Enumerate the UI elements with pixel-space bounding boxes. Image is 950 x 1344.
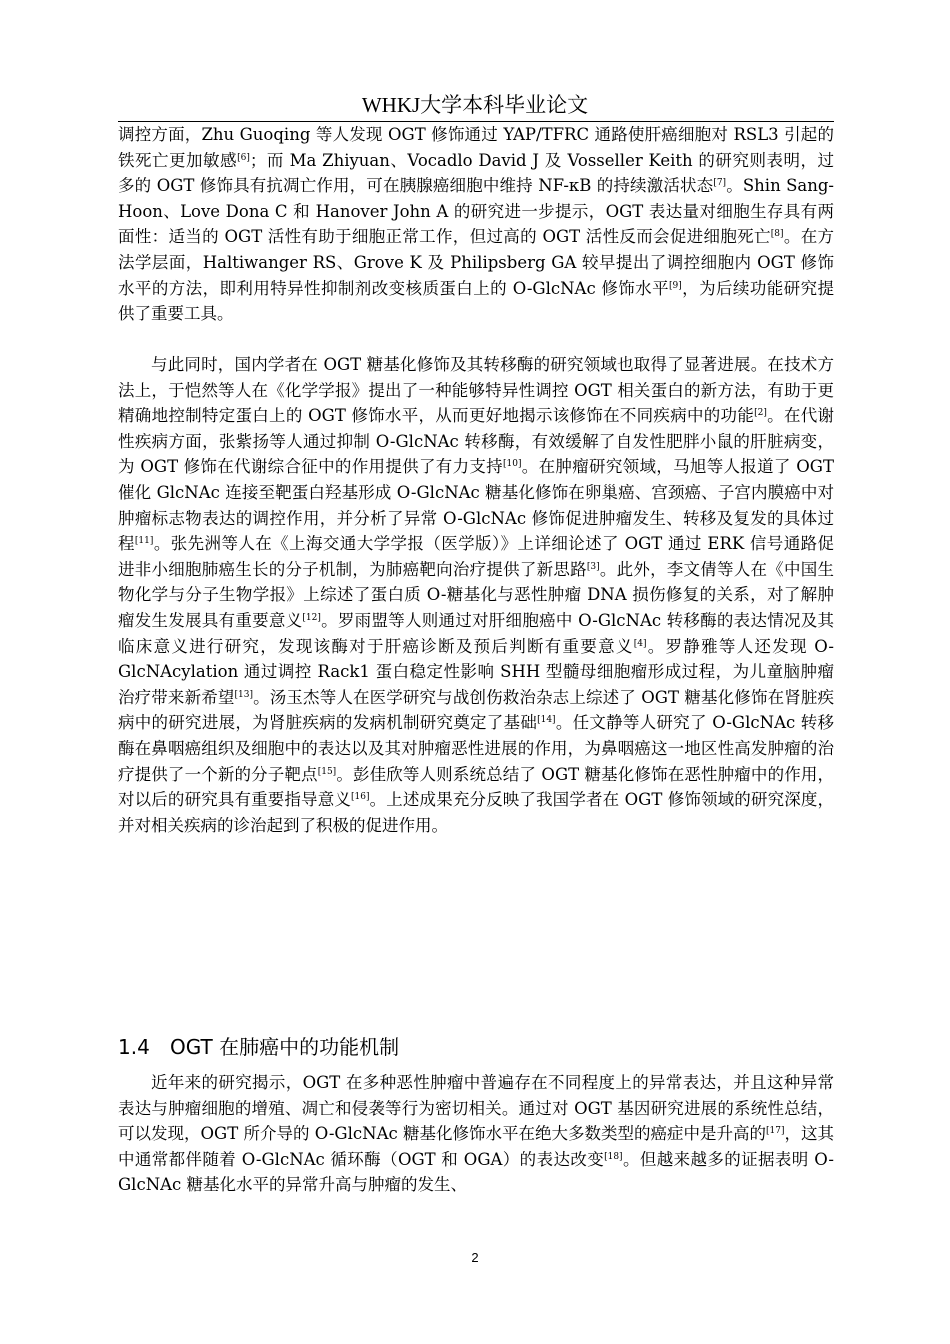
paragraph-text: 。在方法学层面，Haltiwanger RS、Grove K 及 Philipsberg GA 较早提出了调控细胞内 OGT 修饰水平的方法，即利用特异性抑制剂改变核质蛋白上的 O-GlcNAc 修饰水平 (118, 227, 835, 298)
citation-ref: [17] (766, 1126, 785, 1137)
page-header: WHKJ大学本科毕业论文 (361, 93, 589, 117)
section-heading (118, 1033, 399, 1061)
citation-ref: [6] (237, 152, 250, 163)
citation-ref: [7] (713, 178, 727, 189)
paragraph-text: 调控方面，Zhu Guoqing 等人发现 OGT 修饰通过 YAP/TFRC 通路使肝癌细胞对 RSL3 引起的铁死亡更加敏感 (118, 125, 834, 170)
page-number: 2 (471, 1250, 479, 1265)
paragraph-text: ；而 Ma Zhiyuan、Vocadlo David J 及 Vosseller Keith 的研究则表明，过多的 OGT 修饰具有抗凋亡作用，可在胰腺癌细胞中维持 NF-κB 的持续激活状态 (118, 150, 834, 196)
paragraph-text: 与此同时，国内学者在 OGT 糖基化修饰及其转移酶的研究领域也取得了显著进展。在技术方法上，于恺然等人在《化学学报》提出了一种能够特异性调控 OGT 相关蛋白的新方法，有助于更精确地控制特定蛋白上的 OGT 修饰水平，从而更好地揭示该修饰在不同疾病中的功能 (118, 355, 834, 426)
citation-ref: [8] (770, 229, 784, 240)
paragraph-text: 。彭佳欣等人则系统总结了 OGT 糖基化修饰在恶性肿瘤中的作用，对以后的研究具有重要指导意义 (118, 764, 835, 810)
paragraph-text: 。罗静雅等人还发现 O-GlcNAcylation 通过调控 Rack1 蛋白稳定性影响 SHH 型髓母细胞瘤形成过程，为儿童脑肿瘤治疗带来新希望 (118, 636, 835, 707)
paragraph-text: ，为后续功能研究提供了重要工具。 (118, 278, 834, 324)
body-paragraph-3 (118, 1070, 834, 1198)
citation-ref: [14] (537, 715, 556, 726)
paragraph-text: ，这其中通常都伴随着 O-GlcNAc 循环酶（OGT 和 OGA）的表达改变 (118, 1124, 835, 1169)
citation-ref: [15] (317, 766, 337, 777)
section-number: 1.4 (118, 1035, 150, 1059)
body-paragraph-2 (118, 352, 834, 838)
paragraph-text: 。汤玉杰等人在医学研究与战创伤救治杂志上综述了 OGT 糖基化修饰在肾脏疾病中的研究进展，为肾脏疾病的发病机制研究奠定了基础 (118, 687, 835, 733)
paragraph-text: 近年来的研究揭示，OGT 在多种恶性肿瘤中普遍存在不同程度上的异常表达，并且这种异常表达与肿瘤细胞的增殖、凋亡和侵袭等行为密切相关。通过对 OGT 基因研究进展的系统性总结，可以发现，OGT 所介导的 O-GlcNAc 糖基化修饰水平在绝大多数类型的癌症中是升高的 (118, 1073, 834, 1144)
citation-ref: [12] (302, 612, 321, 623)
paragraph-text: 。在代谢性疾病方面，张紫扬等人通过抑制 O-GlcNAc 转移酶，有效缓解了自发性肥胖小鼠的肝脏病变，为 OGT 修饰在代谢综合征中的作用提供了有力支持 (118, 406, 835, 477)
citation-ref: [11] (134, 536, 154, 547)
paragraph-text: 。在肿瘤研究领域，马旭等人报道了 OGT 催化 GlcNAc 连接至靶蛋白羟基形成 O-GlcNAc 糖基化修饰在卵巢癌、宫颈癌、子宫内膜癌中对肿瘤标志物表达的调控作用，并分析了异常 O-GlcNAc 修饰促进肿瘤发生、转移及复发的具体过程 (118, 457, 834, 554)
citation-ref: [13] (234, 689, 253, 700)
paragraph-text: 。张先洲等人在《上海交通大学学报（医学版）》上详细论述了 OGT 通过 ERK 信号通路促进非小细胞肺癌生长的分子机制，为肺癌靶向治疗提供了新思路 (118, 534, 835, 579)
citation-ref: [18] (604, 1151, 623, 1162)
paragraph-text: 。任文静等人研究了 O-GlcNAc 转移酶在鼻咽癌组织及细胞中的表达以及其对肿瘤恶性进展的作用，为鼻咽癌这一地区性高发肿瘤的治疗提供了一个新的分子靶点 (118, 713, 834, 784)
citation-ref: [9] (669, 280, 682, 291)
citation-ref: [3] (586, 561, 600, 572)
paragraph-text: 。罗雨盟等人则通过对肝细胞癌中 O-GlcNAc 转移酶的表达情况及其临床意义进行研究，发现该酶对于肝癌诊断及预后判断有重要意义 (118, 610, 834, 656)
citation-ref: [2] (754, 408, 767, 419)
citation-ref: [4] (633, 638, 647, 649)
citation-ref: [16] (351, 792, 370, 803)
citation-ref: [10] (503, 459, 522, 470)
body-paragraph-1 (118, 122, 834, 327)
paragraph-text: 。上述成果充分反映了我国学者在 OGT 修饰领域的研究深度，并对相关疾病的诊治起到了积极的促进作用。 (118, 790, 835, 835)
paragraph-text: 。但越来越多的证据表明 O-GlcNAc 糖基化水平的异常升高与肿瘤的发生、 (118, 1149, 834, 1195)
paragraph-text: 。Shin Sang-Hoon、Love Dona C 和 Hanover John A 的研究进一步提示，OGT 表达量对细胞生存具有两面性：适当的 OGT 活性有助于细胞正常工作，但过高的 OGT 活性反而会促进细胞死亡 (118, 176, 834, 247)
paragraph-text: 。此外，李文倩等人在《中国生物化学与分子生物学报》上综述了蛋白质 O-糖基化与恶性肿瘤 DNA 损伤修复的关系，对了解肿瘤发生发展具有重要意义 (118, 559, 835, 630)
section-title: OGT 在肺癌中的功能机制 (170, 1035, 400, 1059)
